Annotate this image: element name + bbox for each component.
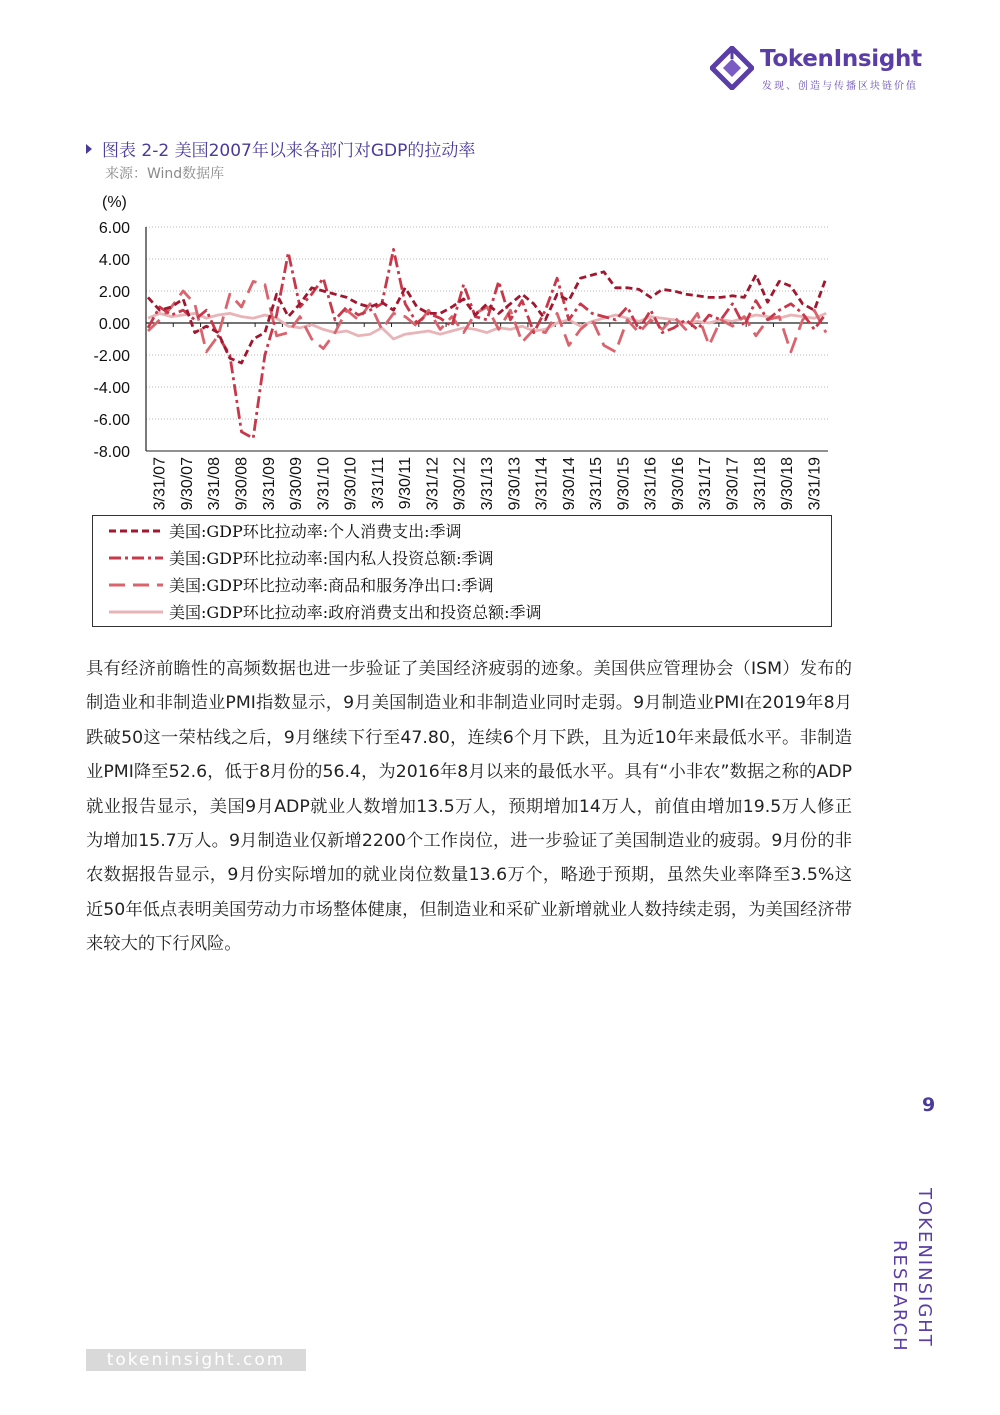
x-tick-label: 9/30/17 [724,457,742,511]
x-tick-label: 3/31/10 [315,457,333,511]
x-tick-label: 3/31/17 [697,457,715,511]
x-tick-label: 9/30/11 [397,457,415,510]
body-paragraph: 具有经济前瞻性的高频数据也进一步验证了美国经济疲弱的迹象。美国供应管理协会（ISM）发布的制造业和非制造业PMI指数显示，9月美国制造业和非制造业同时走弱。9月制造业PMI在2019年8月跌破50这一荣枯线之后，9月继续下行至47.80，连续6个月下跌，且为近10年来最低水平。非制造业PMI降至52.6，低于8月份的56.4，为2016年8月以来的最低水平。具有“小非农”数据之称的ADP就业报告显示，美国9月ADP就业人数增加13.5万人，预期增加14万人，前值由增加19.5万人修正为增加15.7万人。9月制造业仅新增2200个工作岗位，进一步验证了美国制造业的疲弱。9月份的非农数据报告显示，9月份实际增加的就业岗位数量13.6万个，略逊于预期，虽然失业率降至3.5%这近50年低点表明美国劳动力市场整体健康，但制造业和采矿业新增就业人数持续走弱，为美国经济带来较大的下行风险。 [86,659,852,955]
x-tick-label: 3/31/19 [806,457,824,511]
brand-logo [710,44,950,94]
vertical-brand-text: TOKENINSIGHT [914,1188,935,1348]
legend-label: 美国:GDP环比拉动率:国内私人投资总额:季调 [169,549,494,568]
brand-name: TokenInsight [760,46,922,72]
x-tick-label: 3/31/12 [424,457,442,511]
legend-swatch [107,526,165,536]
y-tick-label: 2.00 [98,284,130,301]
chart-legend [92,515,832,627]
brand-tagline: 发现、创造与传播区块链价值 [762,81,918,92]
legend-item-investment [107,544,494,571]
x-tick-label: 3/31/18 [751,457,769,511]
x-tick-label: 9/30/18 [779,457,797,511]
figure-source: 来源：Wind数据库 [105,166,225,182]
x-tick-label: 3/31/13 [479,457,496,511]
legend-swatch [107,607,165,617]
vertical-research-text: RESEARCH [889,1240,910,1353]
x-tick-label: 9/30/14 [560,456,578,511]
x-tick-label: 9/30/16 [669,457,687,511]
y-tick-label: 6.00 [98,220,130,237]
legend-label: 美国:GDP环比拉动率:商品和服务净出口:季调 [169,576,494,595]
x-tick-label: 9/30/13 [506,457,524,511]
bullet-triangle-icon [86,144,92,154]
x-tick-label: 9/30/15 [615,457,633,511]
legend-item-consumption [107,517,462,544]
y-tick-label: -8.00 [93,444,130,461]
y-tick-label: -4.00 [93,380,130,397]
figure-title [86,136,475,161]
x-tick-label: 9/30/12 [451,457,469,511]
legend-swatch [107,553,165,563]
x-tick-label: 3/31/14 [533,457,551,511]
gdp-contribution-chart [80,185,840,520]
page-number: 9 [922,1094,936,1116]
x-tick-label: 3/31/16 [642,457,660,511]
y-axis-unit-label: (%) [102,194,127,211]
x-tick-label: 3/31/15 [588,457,606,511]
x-tick-label: 9/30/09 [288,457,306,511]
tokeninsight-logo-icon [710,46,754,90]
x-tick-label: 3/31/08 [206,457,224,511]
legend-swatch [107,580,165,590]
x-tick-label: 3/31/09 [260,457,278,511]
y-tick-label: 0.00 [98,316,130,333]
footer-url: tokeninsight.com [86,1349,306,1371]
y-tick-label: 4.00 [98,252,130,269]
legend-item-net-exports [107,571,494,598]
legend-label: 美国:GDP环比拉动率:政府消费支出和投资总额:季调 [169,603,542,622]
legend-label: 美国:GDP环比拉动率:个人消费支出:季调 [169,522,462,541]
y-tick-label: -2.00 [93,348,130,365]
legend-item-government [107,598,542,625]
x-tick-label: 9/30/08 [233,457,251,511]
x-tick-label: 9/30/07 [178,457,196,511]
x-tick-label: 9/30/10 [342,457,360,511]
figure-title-text: 图表 2-2 美国2007年以来各部门对GDP的拉动率 [102,141,476,161]
y-tick-label: -6.00 [93,412,130,429]
x-tick-label: 3/31/11 [369,457,387,510]
x-tick-label: 3/31/07 [151,457,169,511]
